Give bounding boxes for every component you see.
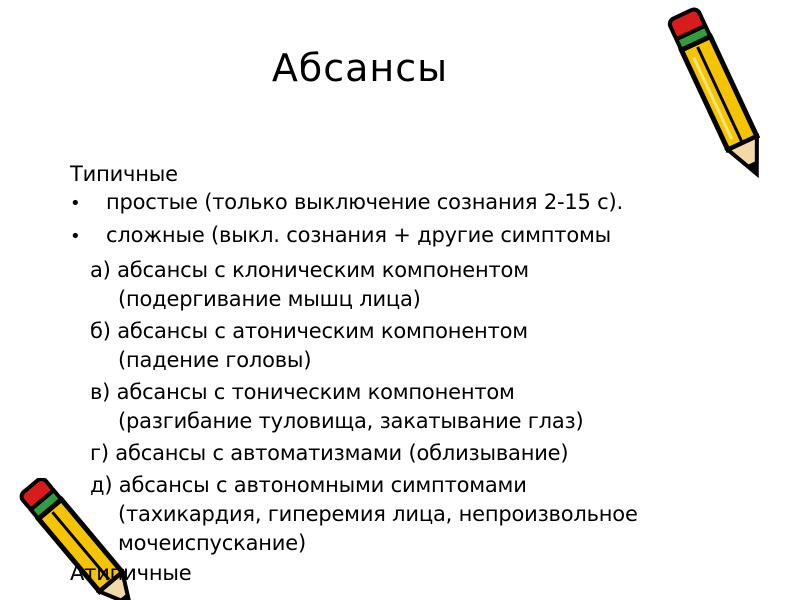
slide-body bbox=[70, 160, 750, 587]
sub-item-line: (подергивание мышц лица) bbox=[118, 287, 421, 311]
sub-item bbox=[70, 378, 750, 436]
bullet-text: простые (только выключение сознания 2-15 с). bbox=[106, 190, 623, 214]
sub-item-line: (разгибание туловища, закатывание глаз) bbox=[118, 409, 584, 433]
sub-item-line: в) абсансы с тоническим компонентом bbox=[90, 380, 515, 404]
sub-item-line: мочеиспускание) bbox=[118, 531, 306, 555]
sub-item-line: (тахикардия, гиперемия лица, непроизвольное bbox=[118, 502, 638, 526]
sub-item bbox=[70, 317, 750, 375]
bullet-icon: • bbox=[70, 193, 81, 214]
sub-item bbox=[70, 471, 750, 558]
sub-item-line: (падение головы) bbox=[118, 348, 312, 372]
sub-item-line: г) абсансы с автоматизмами (облизывание) bbox=[90, 441, 569, 465]
bullet-item bbox=[70, 188, 750, 221]
bullet-text: сложные (выкл. сознания + другие симптомы bbox=[106, 223, 611, 247]
sub-item-line: д) абсансы с автономными симптомами bbox=[90, 473, 527, 497]
typical-heading: Типичные bbox=[70, 162, 178, 186]
sub-item bbox=[70, 256, 750, 314]
sub-item bbox=[70, 439, 750, 468]
sub-item-line: а) абсансы с клоническим компонентом bbox=[90, 258, 529, 282]
sub-item-line: б) абсансы с атоническим компонентом bbox=[90, 319, 528, 343]
bullet-item bbox=[70, 221, 750, 254]
slide-title: Абсансы bbox=[271, 46, 449, 90]
bullet-icon: • bbox=[70, 226, 81, 247]
atypical-heading: Атипичные bbox=[70, 561, 192, 585]
